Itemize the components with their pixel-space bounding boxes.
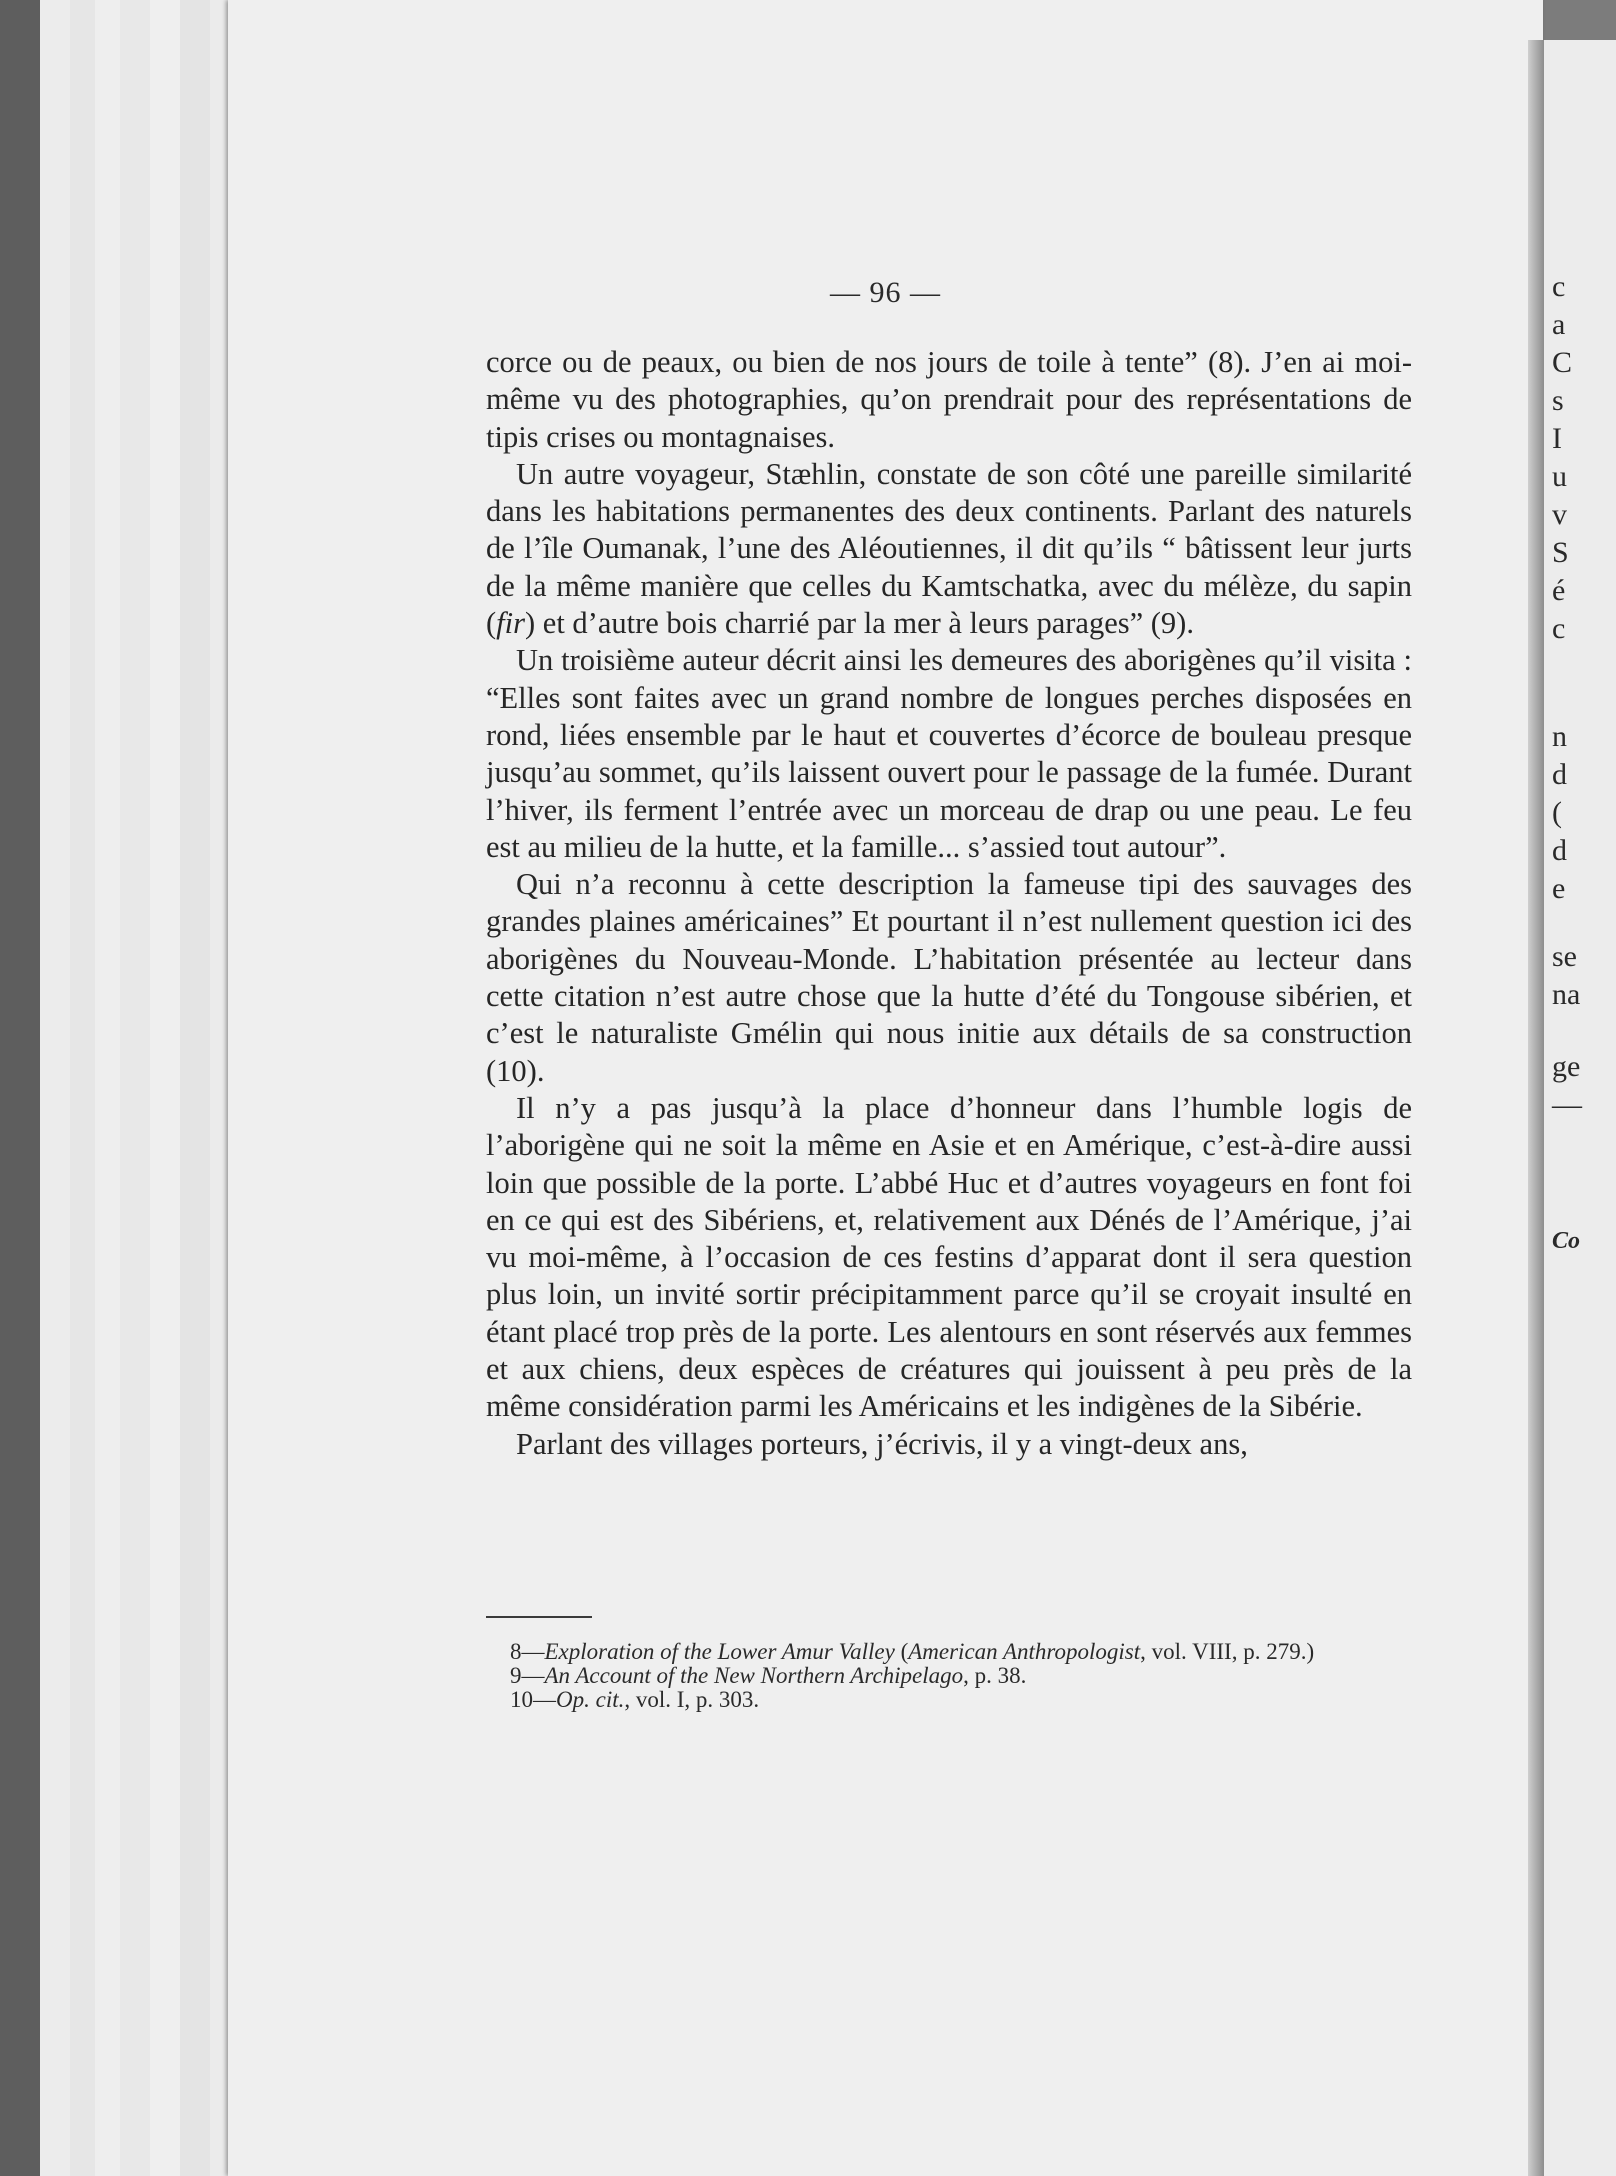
facing-page-fragment: d bbox=[1552, 758, 1567, 791]
facing-page-fragment: c bbox=[1552, 270, 1566, 303]
facing-page-fragment: C bbox=[1552, 346, 1573, 379]
facing-page-fragment: S bbox=[1552, 536, 1569, 569]
facing-page-fragment: ( bbox=[1552, 796, 1562, 829]
facing-page-fragment: I bbox=[1552, 422, 1562, 455]
body-text bbox=[486, 344, 1412, 1463]
facing-page-fragment: — bbox=[1552, 1088, 1582, 1121]
facing-page-fragment: na bbox=[1552, 978, 1581, 1011]
facing-page-fragment: s bbox=[1552, 384, 1564, 417]
paragraph: Qui n’a reconnu à cette description la fameuse tipi des sauvages des grandes plaines américaines” Et pourtant il n’est nullement question ici des aborigènes du Nouveau-Monde. L’habitation présentée au lecteur dans cette citation n’est autre chose que la hutte d’été du Tongouse sibérien, et c’est le naturaliste Gmélin qui nous initie aux détails de sa construction (10). bbox=[486, 867, 1412, 1088]
facing-page-fragment: c bbox=[1552, 612, 1566, 645]
page-number: — 96 — bbox=[830, 276, 941, 309]
facing-page-fragment: a bbox=[1552, 308, 1566, 341]
footnote-number: 9— bbox=[510, 1663, 545, 1688]
paragraph: corce ou de peaux, ou bien de nos jours de toile à tente” (8). J’en ai moi-même vu des photographies, qu’on prendrait pour des représentations de tipis crises ou montagnaises. bbox=[486, 345, 1412, 454]
footnote-title: An Account of the New Northern Archipelago bbox=[544, 1663, 964, 1688]
facing-page-fragment: v bbox=[1552, 498, 1567, 531]
paragraph: Un troisième auteur décrit ainsi les demeures des aborigènes qu’il visita : “Elles sont faites avec un grand nombre de longues perches disposées en rond, liées ensemble par le haut et couvertes d’écorce de bouleau presque jusqu’au sommet, qu’ils laissent ouvert pour le passage de la fumée. Durant l’hiver, ils ferment l’entrée avec un morceau de drap ou une peau. Le feu est au milieu de la hutte, et la famille... s’assied tout autour”. bbox=[486, 643, 1412, 864]
paragraph-text: Un autre voyageur, Stæhlin, constate de son côté une pareille similarité dans les habitations permanentes des deux continents. Parlant des naturels de l’île Oumanak, l’une des Aléoutiennes, il dit qu’ils “ bâtissent leur jurts de la même manière que celles du Kamtschatka, avec du mélèze, du sapin (fir) et d’autre bois charrié par la mer à leurs parages” (9). bbox=[486, 456, 1412, 641]
footnote-rule bbox=[486, 1616, 592, 1618]
footnotes bbox=[496, 1640, 1412, 1712]
facing-page-fragment: d bbox=[1552, 834, 1567, 867]
footnote-number: 8— bbox=[510, 1639, 545, 1664]
facing-page-fragment: u bbox=[1552, 460, 1567, 493]
footnote-number: 10— bbox=[510, 1687, 556, 1712]
footnote-text: , vol. I, p. 303. bbox=[624, 1687, 760, 1712]
footnote-text: ( bbox=[894, 1639, 909, 1664]
facing-page-fragment: e bbox=[1552, 872, 1566, 905]
footnote bbox=[496, 1640, 1412, 1664]
paragraph bbox=[486, 456, 1412, 642]
footnote bbox=[496, 1688, 1412, 1712]
facing-page-fragment: se bbox=[1552, 940, 1577, 973]
book-gutter bbox=[1528, 40, 1544, 2176]
facing-page bbox=[1544, 40, 1616, 2176]
facing-page-fragment: n bbox=[1552, 720, 1567, 753]
paragraph: Il n’y a pas jusqu’à la place d’honneur dans l’humble logis de l’aborigène qui ne soit la même en Asie et en Amérique, c’est-à-dire aussi loin que possible de la porte. L’abbé Huc et d’autres voyageurs en font foi en ce qui est des Sibériens, et, relativement aux Dénés de l’Amérique, j’ai vu moi-même, à l’occasion de ces festins d’apparat dont il sera question plus loin, un invité sortir précipitamment parce qu’il se croyait insulté en étant placé trop près de la porte. Les alentours en sont réservés aux femmes et aux chiens, deux espèces de créatures qui jouissent à peu près de la même considération parmi les Américains et les indigènes de la Sibérie. bbox=[486, 1090, 1412, 1424]
footnote bbox=[496, 1664, 1412, 1688]
facing-page-fragment: ge bbox=[1552, 1050, 1581, 1083]
footnote-title: Op. cit. bbox=[556, 1687, 625, 1712]
footnote-title: Exploration of the Lower Amur Valley bbox=[544, 1639, 895, 1664]
footnote-text: , p. 38. bbox=[963, 1663, 1027, 1688]
footnote-journal: American Anthropologist bbox=[908, 1639, 1141, 1664]
facing-page-fragment: é bbox=[1552, 574, 1566, 607]
paragraph: Parlant des villages porteurs, j’écrivis, il y a vingt-deux ans, bbox=[516, 1426, 1248, 1461]
facing-page-fragment: Co bbox=[1552, 1228, 1581, 1254]
footnote-text: , vol. VIII, p. 279.) bbox=[1140, 1639, 1315, 1664]
